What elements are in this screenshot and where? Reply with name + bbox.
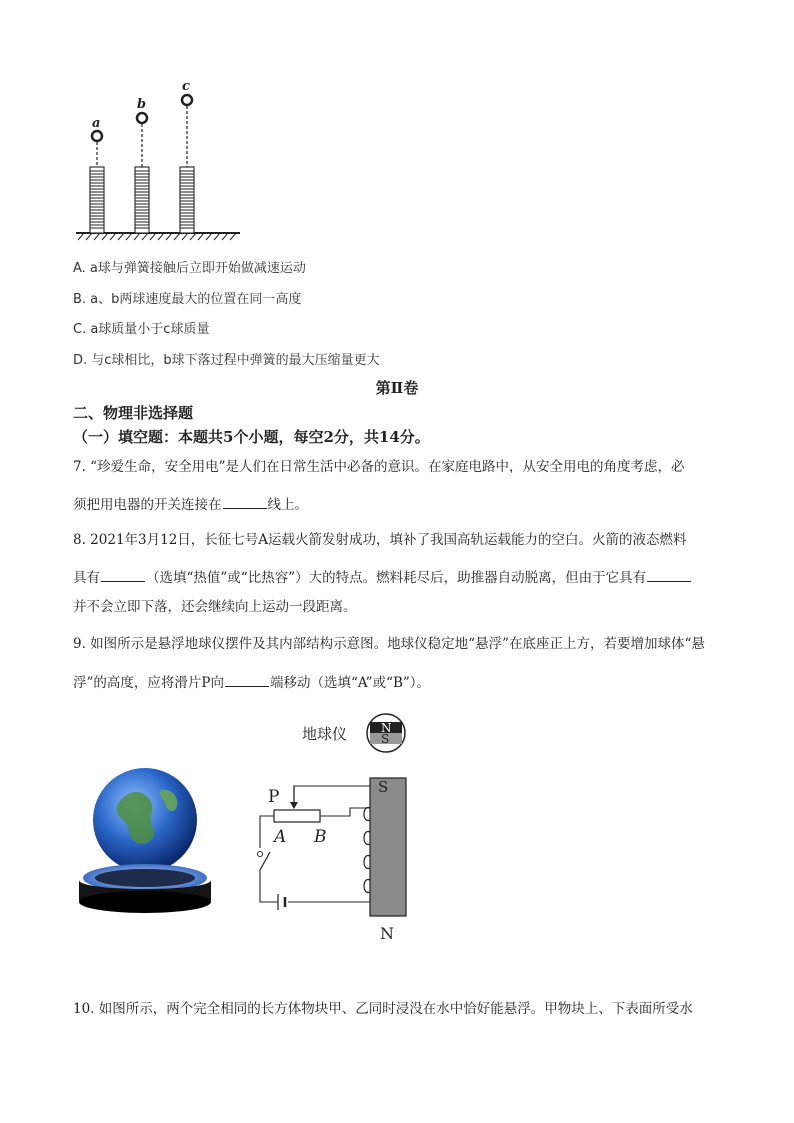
ball-label-a: a — [92, 116, 101, 131]
q9-line1: 9. 如图所示是悬浮地球仪摆件及其内部结构示意图。地球仪稳定地“悬浮”在底座正上方，若要增加球体“悬 — [73, 636, 705, 652]
option-a: A. a球与弹簧接触后立即开始做减速运动 — [73, 261, 306, 276]
q8-line1: 8. 2021年3月12日，长征七号A运载火箭发射成功，填补了我国高轨运载能力的空白。火箭的液态燃料 — [73, 532, 687, 548]
core-top-label: S — [378, 778, 389, 796]
section-title: 二、物理非选择题 — [73, 404, 194, 422]
magnet-n-label: N — [381, 721, 392, 735]
q7-text-a: 须把用电器的开关连接在 — [73, 497, 222, 513]
end-a-label: A — [274, 827, 287, 847]
subsection-title: （一）填空题：本题共5个小题，每空2分，共14分。 — [73, 428, 430, 446]
option-c: C. a球质量小于c球质量 — [73, 322, 210, 337]
base-bottom — [79, 891, 211, 913]
wire-switch-bottom — [260, 870, 278, 902]
circuit-diagram — [250, 712, 450, 947]
slider-arrow-head — [290, 802, 298, 809]
q8-line3: 并不会立即下落，还会继续向上运动一段距离。 — [73, 599, 357, 615]
iron-core — [370, 778, 406, 916]
end-b-label: B — [314, 827, 327, 847]
core-bottom-label: N — [380, 924, 394, 943]
coil — [364, 807, 370, 892]
volume-title: 第Ⅱ卷 — [375, 379, 419, 397]
q9-blank[interactable] — [225, 674, 269, 687]
q7-line1: 7. “珍爱生命，安全用电”是人们在日常生活中必备的意识。在家庭电路中，从安全用电的角度考虑，必 — [73, 459, 685, 475]
q8-line2 — [73, 569, 733, 586]
ball-a — [92, 131, 102, 141]
q7-text-b: 线上。 — [267, 497, 308, 513]
q8-blank-1[interactable] — [101, 569, 145, 582]
ball-c — [182, 95, 192, 105]
globe-label: 地球仪 — [302, 725, 348, 743]
q9-text-a: 浮”的高度，应将滑片P向 — [73, 675, 224, 691]
q10-line1: 10. 如图所示，两个完全相同的长方体物块甲、乙同时浸没在水中恰好能悬浮。甲物块上、下表面所受水 — [73, 1001, 693, 1017]
option-b: B. a、b两球速度最大的位置在同一高度 — [73, 292, 302, 307]
levitating-globe-photo — [73, 760, 218, 920]
wire-top — [294, 786, 370, 804]
magnet-s-label: S — [381, 732, 390, 746]
q8-text-a: 具有 — [73, 570, 100, 586]
q9-line2 — [73, 674, 733, 691]
spring-balls-figure — [70, 75, 250, 245]
q8-text-b: （选填“热值”或“比热容”）大的特点。燃料耗尽后，助推器自动脱离，但由于它具有 — [146, 570, 647, 586]
slider-label: P — [268, 787, 280, 807]
ball-label-b: b — [137, 97, 147, 112]
ball-label-c: c — [182, 79, 190, 94]
rheostat — [274, 810, 320, 822]
wire-battery-right — [288, 898, 370, 902]
q7-line2 — [73, 496, 733, 513]
base-top — [95, 869, 195, 887]
switch-pivot — [258, 852, 263, 857]
option-d: D. 与c球相比，b球下落过程中弹簧的最大压缩量更大 — [73, 353, 380, 368]
q8-blank-2[interactable] — [647, 569, 691, 582]
q9-text-b: 端移动（选填“A”或“B”）。 — [270, 675, 431, 691]
ball-b — [137, 113, 147, 123]
wire-right — [320, 808, 370, 816]
wire-left — [260, 816, 274, 848]
q7-blank[interactable] — [223, 496, 267, 509]
